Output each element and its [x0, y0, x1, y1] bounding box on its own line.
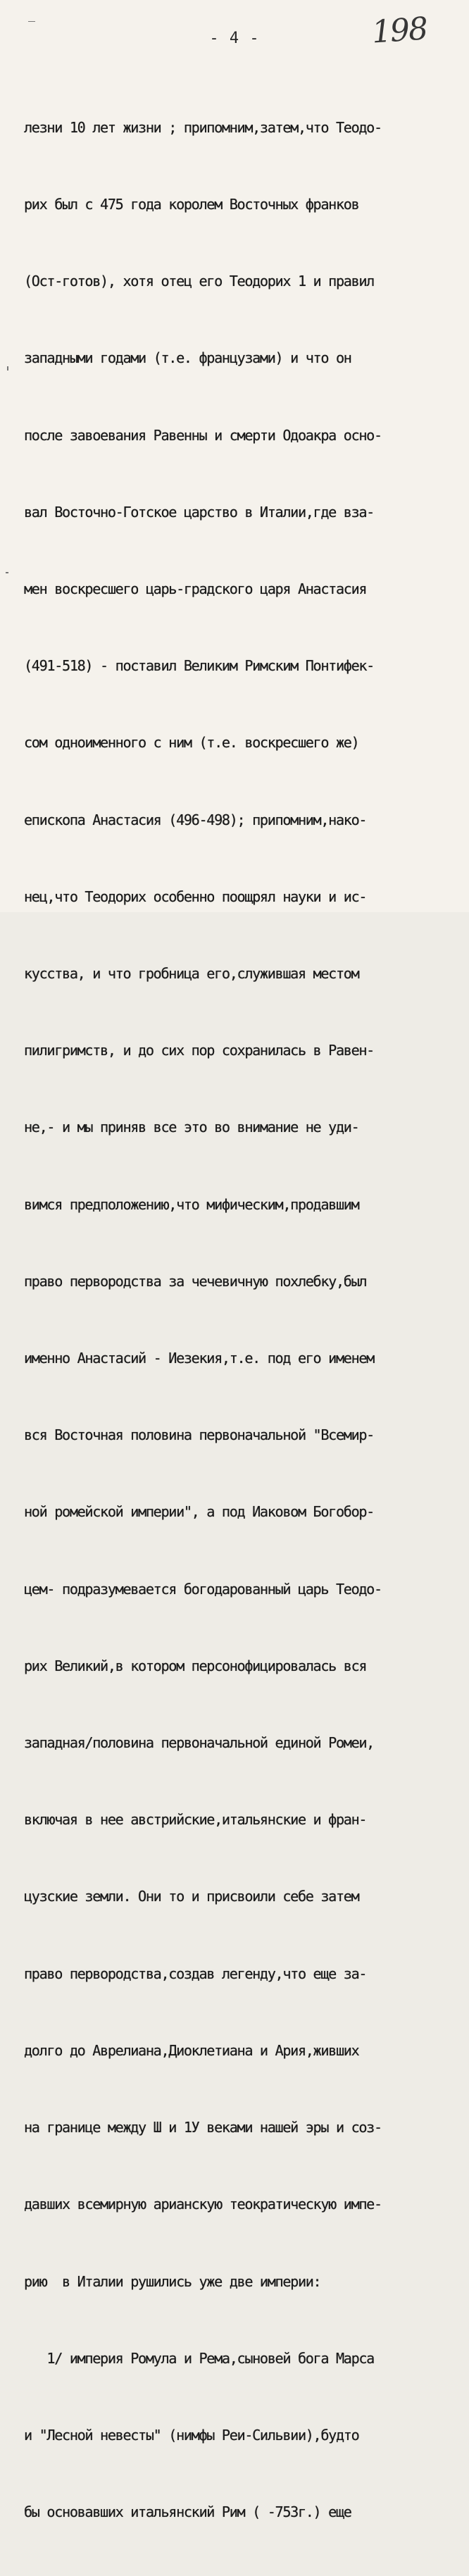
scan-mark: [28, 21, 35, 22]
text-line: вся Восточная половина первоначальной "Всемир-: [24, 1426, 374, 1444]
page-number: - 4 -: [209, 30, 260, 47]
text-line: вал Восточно-Готское царство в Италии,где вза-: [24, 503, 374, 521]
text-line: кусства, и что гробница его,служившая местом: [24, 965, 359, 983]
text-line: бы основавших итальянский Рим ( -753г.) еще: [24, 2503, 351, 2521]
text-line: и "Лесной невесты" (нимфы Реи-Сильвии),будто: [24, 2426, 359, 2444]
text-line: цузские земли. Они то и присвоили себе затем: [24, 1888, 359, 1905]
text-line: право первородства за чечевичную похлебку,был: [24, 1272, 367, 1290]
text-line: западными годами (т.е. французами) и что он: [24, 349, 351, 367]
text-line: не,- и мы приняв все это во внимание не уди-: [24, 1119, 359, 1136]
text-line: включая в нее австрийские,итальянские и фран-: [24, 1811, 367, 1829]
text-line: ной ромейской империи", а под Иаковом Богобор-: [24, 1503, 374, 1521]
text-line: именно Анастасий - Иезекия,т.е. под его именем: [24, 1350, 374, 1367]
text-line: вимся предположению,что мифическим,продавшим: [24, 1195, 359, 1213]
handwritten-page-number: 198: [370, 11, 428, 51]
text-line: право первородства,создав легенду,что еще за-: [24, 1965, 367, 1982]
text-line: рих был с 475 года королем Восточных франков: [24, 196, 359, 213]
scan-mark: [7, 366, 8, 371]
text-line: лезни 10 лет жизни ; припомним,затем,что Теодо-: [24, 118, 382, 136]
text-line: после завоевания Равенны и смерти Одоакра осно-: [24, 426, 382, 444]
text-line: западная/половина первоначальной единой Ромеи,: [24, 1734, 374, 1752]
text-line: сом одноименного с ним (т.е. воскресшего же): [24, 734, 359, 752]
text-line: нец,что Теодорих особенно поощрял науки и ис-: [24, 888, 367, 905]
text-line: на границе между Ш и 1У веками нашей эры и соз-: [24, 2119, 382, 2136]
text-line: (Ост-готов), хотя отец его Теодорих 1 и правил: [24, 273, 374, 290]
body-text: [24, 63, 461, 2576]
text-line: пилигримств, и до сих пор сохранилась в Равен-: [24, 1042, 374, 1059]
text-line: епископа Анастасия (496-498); припомним,нако-: [24, 811, 367, 828]
text-line: цем- подразумевается богодарованный царь Теодо-: [24, 1580, 382, 1598]
scan-mark: [6, 572, 8, 573]
text-line: рих Великий,в котором персонофицировалась вся: [24, 1657, 367, 1674]
text-line: 1/ империя Ромула и Рема,сыновей бога Марса: [24, 2349, 374, 2367]
text-line: (491-518) - поставил Великим Римским Понтифек-: [24, 657, 374, 675]
text-line: долго до Аврелиана,Диоклетиана и Ария,живших: [24, 2041, 359, 2059]
text-line: давших всемирную арианскую теократическую импе-: [24, 2196, 382, 2213]
text-line: мен воскресшего царь-градского царя Анастасия: [24, 580, 367, 598]
text-line: рию в Италии рушились уже две империи:: [24, 2272, 321, 2290]
